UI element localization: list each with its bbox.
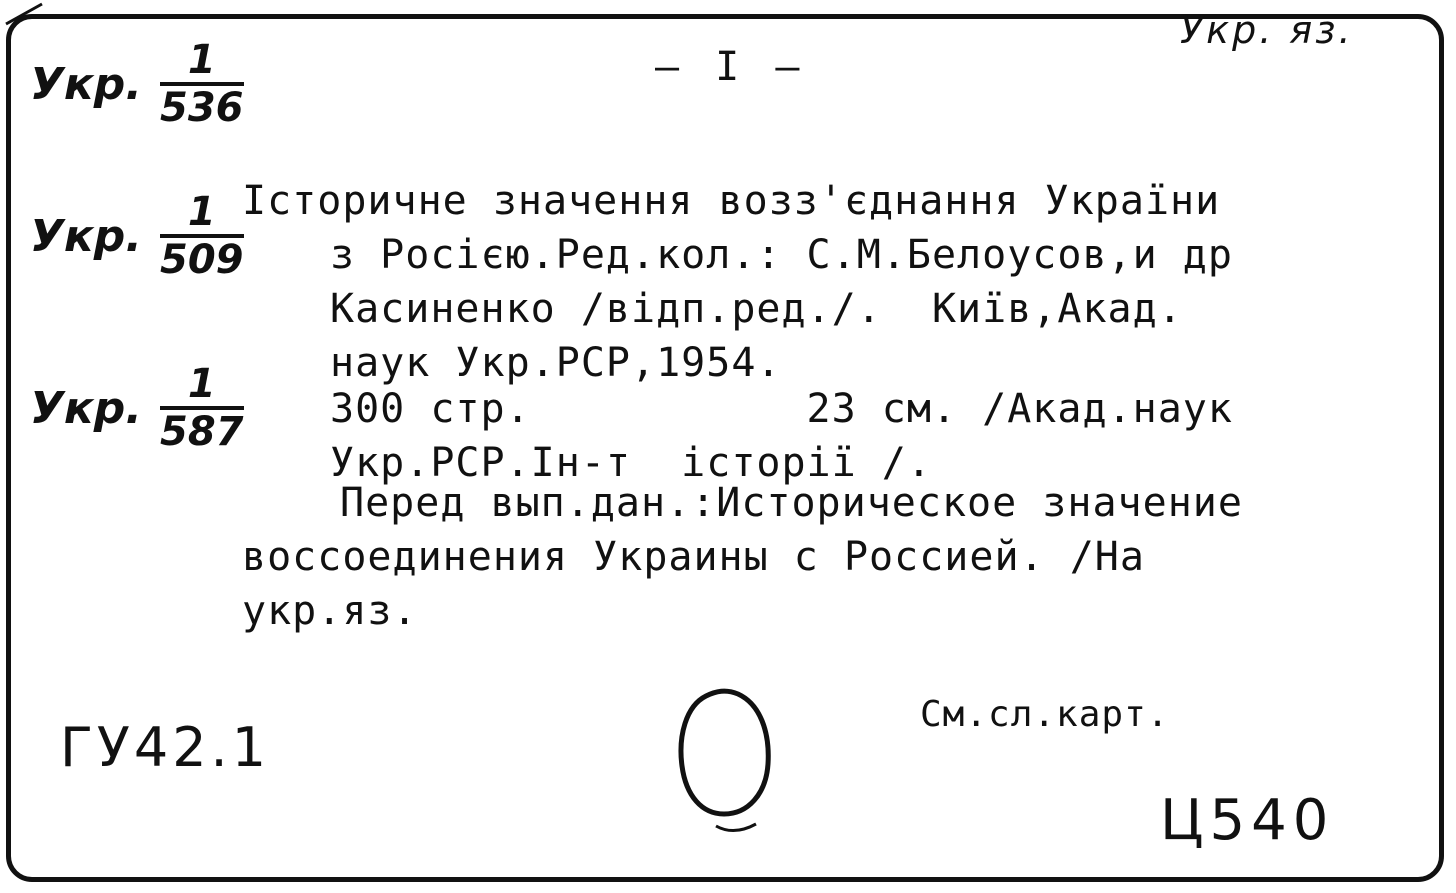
shelfmark-numerator: 1 xyxy=(187,189,216,235)
entry-title-line: Історичне значення возз'єднання України xyxy=(242,178,1221,224)
language-note: Укр. яз. xyxy=(1180,8,1354,52)
card-page-mark: — I — xyxy=(655,44,806,90)
entry-note-line: Перед вып.дан.:Историческое значение xyxy=(340,480,1243,526)
shelfmark-fraction xyxy=(160,362,244,454)
shelfmark-2 xyxy=(30,190,244,282)
entry-line: наук Укр.РСР,1954. xyxy=(330,340,782,386)
punch-hole xyxy=(676,686,776,836)
corner-tick-mark xyxy=(2,0,46,28)
shelfmark-fraction xyxy=(160,38,244,130)
entry-note-line: укр.яз. xyxy=(242,588,418,634)
classification-mark: ГУ42.1 xyxy=(60,716,271,779)
inventory-number: Ц540 xyxy=(1160,788,1335,853)
shelfmark-numerator: 1 xyxy=(187,361,216,407)
entry-note-line: воссоединения Украины с Россией. /На xyxy=(242,534,1145,580)
shelfmark-denominator: 509 xyxy=(160,234,244,282)
shelfmark-1 xyxy=(30,38,244,130)
shelfmark-prefix: Укр. xyxy=(30,58,142,110)
shelfmark-fraction xyxy=(160,190,244,282)
shelfmark-numerator: 1 xyxy=(187,37,216,83)
see-next-card: См.сл.карт. xyxy=(920,694,1170,735)
shelfmark-denominator: 536 xyxy=(160,82,244,130)
shelfmark-3 xyxy=(30,362,244,454)
entry-line: Касиненко /відп.ред./. Київ,Акад. xyxy=(330,286,1183,332)
entry-line: 300 стр. 23 см. /Акад.наук xyxy=(330,386,1233,432)
shelfmark-prefix: Укр. xyxy=(30,210,142,262)
entry-line: Укр.РСР.Ін-т історії /. xyxy=(330,440,932,486)
shelfmark-prefix: Укр. xyxy=(30,382,142,434)
entry-line: з Росією.Ред.кол.: С.М.Белоусов,и др xyxy=(330,232,1233,278)
shelfmark-denominator: 587 xyxy=(160,406,244,454)
